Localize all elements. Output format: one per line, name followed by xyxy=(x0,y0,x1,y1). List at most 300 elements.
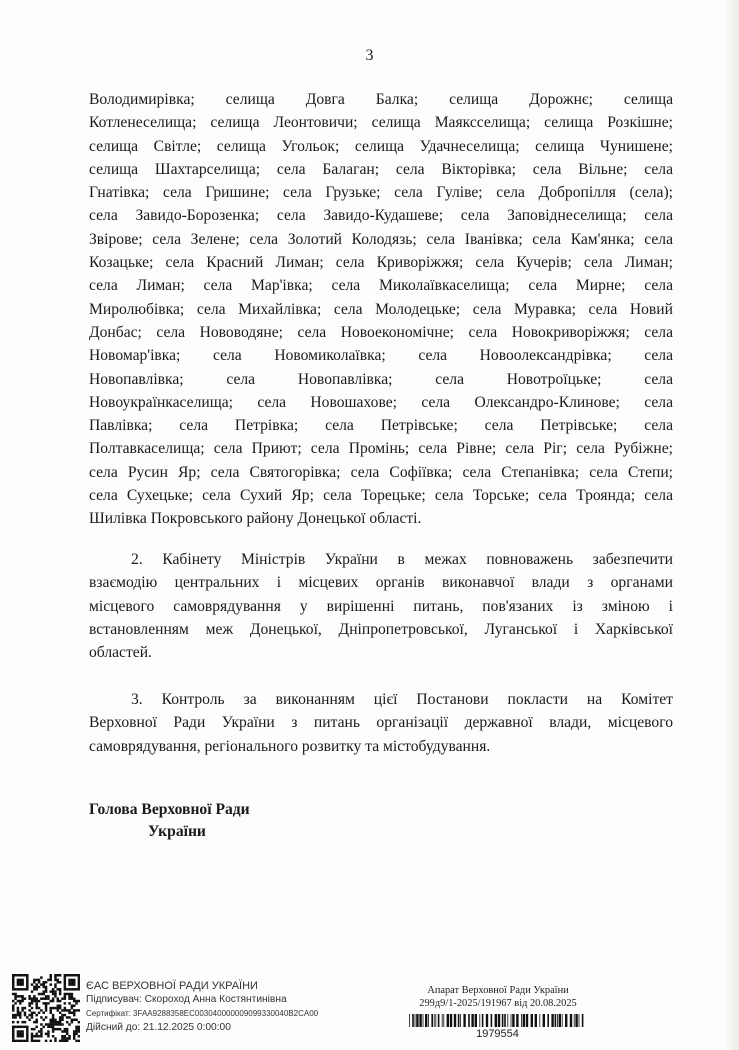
qr-module xyxy=(71,1012,73,1014)
qr-module xyxy=(50,1019,52,1021)
barcode-bar xyxy=(559,1014,561,1027)
qr-module xyxy=(59,1028,61,1030)
qr-module xyxy=(59,1004,61,1006)
qr-module xyxy=(21,1009,23,1011)
qr-module xyxy=(78,986,80,988)
qr-module xyxy=(21,1007,23,1009)
qr-module xyxy=(12,988,14,990)
qr-module xyxy=(45,1023,47,1025)
barcode-bar xyxy=(434,1014,435,1027)
qr-module xyxy=(47,997,49,999)
qr-module xyxy=(19,1033,21,1035)
qr-module xyxy=(28,995,30,997)
qr-module xyxy=(61,1040,63,1042)
qr-module xyxy=(19,974,21,976)
qr-module xyxy=(35,986,37,988)
qr-module xyxy=(35,1004,37,1006)
barcode-bar xyxy=(562,1014,563,1027)
signature-title-line1: Голова Верховної Ради xyxy=(89,801,250,818)
qr-module xyxy=(26,1026,28,1028)
qr-module xyxy=(12,1030,14,1032)
barcode-bar xyxy=(539,1014,540,1027)
qr-module xyxy=(24,997,26,999)
qr-module xyxy=(54,990,56,992)
qr-module xyxy=(21,1030,23,1032)
qr-module xyxy=(21,1033,23,1035)
qr-module xyxy=(47,995,49,997)
qr-module xyxy=(19,1040,21,1042)
qr-module xyxy=(71,997,73,999)
qr-module xyxy=(21,1021,23,1023)
qr-module xyxy=(71,1007,73,1009)
signature-title-line2: України xyxy=(148,823,206,840)
barcode-bar xyxy=(495,1014,497,1027)
qr-module xyxy=(52,990,54,992)
qr-module xyxy=(42,986,44,988)
barcode-number: 1979554 xyxy=(476,1028,519,1040)
text-line: Новомар'івка; села Новомиколаївка; села Новоолександрівка; села xyxy=(89,347,673,365)
qr-module xyxy=(12,1033,14,1035)
qr-module xyxy=(40,1023,42,1025)
qr-module xyxy=(21,981,23,983)
text-line: самоврядування, регіонального розвитку та містобудування. xyxy=(89,737,491,755)
qr-module xyxy=(52,1021,54,1023)
qr-module xyxy=(75,988,77,990)
qr-module xyxy=(73,1030,75,1032)
qr-module xyxy=(61,1009,63,1011)
qr-module xyxy=(45,1007,47,1009)
qr-module xyxy=(50,1007,52,1009)
qr-module xyxy=(59,1012,61,1014)
qr-module xyxy=(38,986,40,988)
qr-module xyxy=(31,1028,33,1030)
qr-module xyxy=(17,983,19,985)
qr-module xyxy=(19,1016,21,1018)
qr-module xyxy=(19,1012,21,1014)
qr-module xyxy=(45,1004,47,1006)
barcode-bar xyxy=(531,1014,533,1027)
qr-module xyxy=(21,997,23,999)
qr-module xyxy=(54,976,56,978)
text-line: Новопавлівка; села Новопавлівка; села Новотроїцьке; села xyxy=(89,370,673,388)
qr-module xyxy=(75,1026,77,1028)
qr-module xyxy=(71,988,73,990)
qr-module xyxy=(45,990,47,992)
text-line: Полтавкаселища; села Приют; села Промінь; села Рівне; села Ріг; села Рубіжне; xyxy=(89,440,673,458)
qr-module xyxy=(31,1016,33,1018)
qr-module xyxy=(64,1037,66,1039)
qr-module xyxy=(78,981,80,983)
qr-module xyxy=(57,1004,59,1006)
text-line: Новоукраїнкаселища; села Новошахове; села Олександро-Клинове; села xyxy=(89,393,673,411)
barcode-bar xyxy=(557,1014,558,1027)
barcode-bar xyxy=(447,1014,449,1027)
qr-module xyxy=(26,979,28,981)
barcode-bar xyxy=(512,1014,514,1027)
qr-module xyxy=(19,988,21,990)
barcode-bar xyxy=(504,1014,506,1027)
qr-module xyxy=(19,983,21,985)
qr-module xyxy=(52,1000,54,1002)
qr-module xyxy=(71,981,73,983)
qr-module xyxy=(73,1033,75,1035)
qr-module xyxy=(64,986,66,988)
qr-module xyxy=(26,981,28,983)
qr-module xyxy=(26,1040,28,1042)
barcode-bar xyxy=(438,1014,440,1027)
qr-module xyxy=(14,993,16,995)
qr-module xyxy=(66,993,68,995)
qr-module xyxy=(19,1035,21,1037)
qr-module xyxy=(59,988,61,990)
qr-module xyxy=(31,1012,33,1014)
qr-module xyxy=(31,997,33,999)
qr-module xyxy=(75,1033,77,1035)
qr-module xyxy=(24,1014,26,1016)
qr-module xyxy=(47,1023,49,1025)
text-line: селища Світле; селища Угольок; селища Удачнеселища; селища Чунишене; xyxy=(89,137,673,155)
qr-module xyxy=(21,983,23,985)
qr-module xyxy=(73,979,75,981)
qr-module xyxy=(50,1040,52,1042)
qr-module xyxy=(78,1035,80,1037)
qr-module xyxy=(26,983,28,985)
qr-module xyxy=(26,976,28,978)
qr-module xyxy=(12,983,14,985)
qr-module xyxy=(57,974,59,976)
qr-module xyxy=(21,1026,23,1028)
qr-module xyxy=(33,995,35,997)
qr-module xyxy=(33,1040,35,1042)
qr-module xyxy=(14,1026,16,1028)
qr-module xyxy=(26,1028,28,1030)
qr-module xyxy=(17,1009,19,1011)
qr-module xyxy=(52,1016,54,1018)
qr-module xyxy=(42,981,44,983)
qr-module xyxy=(66,1021,68,1023)
qr-module xyxy=(45,1002,47,1004)
qr-module xyxy=(57,981,59,983)
qr-module xyxy=(12,1026,14,1028)
qr-module xyxy=(64,995,66,997)
qr-module xyxy=(57,979,59,981)
qr-module xyxy=(35,1014,37,1016)
barcode-bar xyxy=(579,1014,580,1027)
qr-module xyxy=(19,1000,21,1002)
qr-module xyxy=(45,997,47,999)
barcode-bar xyxy=(431,1014,433,1027)
qr-module xyxy=(61,1037,63,1039)
qr-module xyxy=(17,1014,19,1016)
qr-module xyxy=(64,974,66,976)
text-line: Шилівка Покровського району Донецької області. xyxy=(89,510,422,528)
qr-module xyxy=(57,1028,59,1030)
qr-module xyxy=(21,988,23,990)
qr-module xyxy=(50,983,52,985)
qr-module xyxy=(52,1035,54,1037)
qr-module xyxy=(35,1007,37,1009)
qr-module xyxy=(75,1009,77,1011)
qr-module xyxy=(45,986,47,988)
qr-module xyxy=(66,1037,68,1039)
qr-module xyxy=(59,1040,61,1042)
text-line: встановленням меж Донецької, Дніпропетровської, Луганської і Харківської xyxy=(89,620,673,638)
barcode-bar xyxy=(521,1014,522,1027)
qr-module xyxy=(42,1012,44,1014)
esig-certificate: Сертифікат: 3FAA9288358EC003040000009099330040B2CA00 xyxy=(86,1009,319,1018)
qr-module xyxy=(68,983,70,985)
qr-module xyxy=(66,1016,68,1018)
text-line: Котленеселища; селища Леонтовичи; селища Маяксселища; селища Розкішне; xyxy=(89,114,673,132)
qr-module xyxy=(78,1026,80,1028)
qr-module xyxy=(45,1009,47,1011)
qr-module xyxy=(33,1028,35,1030)
qr-module xyxy=(73,988,75,990)
qr-module xyxy=(14,988,16,990)
qr-module xyxy=(17,988,19,990)
qr-module xyxy=(71,1004,73,1006)
barcode-bar xyxy=(479,1014,480,1027)
qr-module xyxy=(64,976,66,978)
qr-module xyxy=(42,1019,44,1021)
text-line: села Лиман; села Мар'івка; села Миколаївкаселища; села Мирне; села xyxy=(89,277,673,295)
qr-module xyxy=(78,1000,80,1002)
qr-module xyxy=(73,1014,75,1016)
qr-module xyxy=(59,990,61,992)
qr-module xyxy=(61,1035,63,1037)
qr-module xyxy=(68,1023,70,1025)
qr-module xyxy=(21,1035,23,1037)
barcode-bar xyxy=(412,1014,414,1027)
qr-module xyxy=(12,1004,14,1006)
qr-module xyxy=(52,1030,54,1032)
qr-module xyxy=(35,1021,37,1023)
barcode-bar xyxy=(526,1014,528,1027)
page-number: 3 xyxy=(365,47,374,64)
qr-module xyxy=(47,1035,49,1037)
qr-module xyxy=(17,1035,19,1037)
qr-module xyxy=(24,1012,26,1014)
paragraph-cabinet-instruction xyxy=(89,548,673,664)
text-line: Верховної Ради України з питань організації державної влади, місцевого xyxy=(89,714,673,732)
qr-module xyxy=(59,1023,61,1025)
qr-module xyxy=(26,986,28,988)
qr-module xyxy=(38,1030,40,1032)
qr-module xyxy=(64,1028,66,1030)
qr-module xyxy=(17,1000,19,1002)
barcode-bar xyxy=(575,1014,577,1027)
qr-module xyxy=(57,1009,59,1011)
qr-module xyxy=(28,1019,30,1021)
qr-module xyxy=(68,993,70,995)
qr-module xyxy=(17,979,19,981)
esig-system: ЄАС ВЕРХОВНОЇ РАДИ УКРАЇНИ xyxy=(86,980,258,992)
qr-module xyxy=(42,983,44,985)
qr-module xyxy=(38,981,40,983)
qr-module xyxy=(78,974,80,976)
text-line: Донбас; села Нововодяне; села Новоекономічне; села Новокриворіжжя; села xyxy=(89,323,673,341)
qr-module xyxy=(66,1028,68,1030)
qr-module xyxy=(78,1030,80,1032)
qr-module xyxy=(66,988,68,990)
text-line: Миролюбівка; села Михайлівка; села Молодецьке; села Муравка; села Новий xyxy=(89,300,673,318)
qr-module xyxy=(21,974,23,976)
barcode-bar xyxy=(565,1014,567,1027)
qr-module xyxy=(38,1000,40,1002)
text-line: Козацьке; села Красний Лиман; села Криворіжжя; села Кучерів; села Лиман; xyxy=(89,254,673,272)
qr-module xyxy=(21,995,23,997)
registry-stamp xyxy=(403,984,593,1010)
qr-module xyxy=(28,1004,30,1006)
barcode-bar xyxy=(454,1014,456,1027)
scan-edge-shadow xyxy=(725,0,739,1050)
qr-module xyxy=(64,979,66,981)
qr-module xyxy=(50,990,52,992)
qr-module xyxy=(12,981,14,983)
qr-module xyxy=(47,1033,49,1035)
qr-module xyxy=(38,993,40,995)
qr-module xyxy=(73,1009,75,1011)
qr-module xyxy=(68,974,70,976)
qr-module xyxy=(42,990,44,992)
qr-module xyxy=(59,981,61,983)
qr-module xyxy=(71,993,73,995)
qr-module xyxy=(57,997,59,999)
barcode-bar xyxy=(471,1014,473,1027)
qr-module xyxy=(54,974,56,976)
qr-module xyxy=(73,1004,75,1006)
qr-module xyxy=(64,981,66,983)
text-line: місцевого самоврядування у вирішенні питань, пов'язаних із зміною і xyxy=(89,597,673,615)
qr-module xyxy=(50,1021,52,1023)
qr-module xyxy=(52,1007,54,1009)
qr-module xyxy=(38,1012,40,1014)
qr-module xyxy=(75,1019,77,1021)
qr-module xyxy=(31,1000,33,1002)
qr-module xyxy=(42,1026,44,1028)
qr-module xyxy=(73,1000,75,1002)
qr-module xyxy=(57,1000,59,1002)
qr-module xyxy=(26,1016,28,1018)
qr-module xyxy=(64,1007,66,1009)
qr-module xyxy=(31,1002,33,1004)
qr-module xyxy=(38,979,40,981)
qr-module xyxy=(17,995,19,997)
qr-module xyxy=(17,1021,19,1023)
text-line: села Завидо-Борозенка; села Завидо-Кудашеве; села Заповіднеселища; села xyxy=(89,207,673,225)
qr-module xyxy=(35,997,37,999)
esig-valid-until: Дійсний до: 21.12.2025 0:00:00 xyxy=(86,1022,231,1033)
barcode-bar xyxy=(428,1014,429,1027)
qr-module xyxy=(12,979,14,981)
qr-module xyxy=(68,1002,70,1004)
qr-module xyxy=(64,1035,66,1037)
barcode-bar xyxy=(574,1014,575,1027)
qr-module xyxy=(73,981,75,983)
barcode-bar xyxy=(486,1014,488,1027)
qr-module xyxy=(21,979,23,981)
qr-module xyxy=(68,981,70,983)
qr-module xyxy=(47,1030,49,1032)
barcode-bar xyxy=(450,1014,452,1027)
qr-module xyxy=(12,1040,14,1042)
signature-block xyxy=(89,799,250,843)
qr-module xyxy=(24,1007,26,1009)
qr-module xyxy=(66,974,68,976)
qr-module xyxy=(50,976,52,978)
qr-module xyxy=(14,1014,16,1016)
qr-module xyxy=(12,1007,14,1009)
qr-module xyxy=(78,1021,80,1023)
qr-module xyxy=(19,1002,21,1004)
qr-module xyxy=(45,1040,47,1042)
qr-module xyxy=(26,1030,28,1032)
qr-module xyxy=(19,981,21,983)
qr-module xyxy=(12,1035,14,1037)
barcode-bar xyxy=(582,1014,584,1027)
qr-module xyxy=(38,1035,40,1037)
barcode-bar xyxy=(468,1014,470,1027)
barcode-bar xyxy=(460,1014,461,1027)
qr-module xyxy=(47,1026,49,1028)
qr-module xyxy=(75,1028,77,1030)
qr-module xyxy=(68,995,70,997)
qr-module xyxy=(68,1009,70,1011)
qr-module xyxy=(64,1009,66,1011)
qr-module xyxy=(33,1021,35,1023)
qr-module xyxy=(50,1009,52,1011)
qr-module xyxy=(61,1019,63,1021)
qr-module xyxy=(59,974,61,976)
qr-module xyxy=(73,1019,75,1021)
qr-module xyxy=(33,1035,35,1037)
qr-module xyxy=(14,997,16,999)
qr-module xyxy=(54,1007,56,1009)
barcode-bar xyxy=(409,1014,410,1027)
qr-module xyxy=(17,1033,19,1035)
qr-module xyxy=(47,1002,49,1004)
qr-module xyxy=(12,976,14,978)
qr-module xyxy=(31,1014,33,1016)
qr-module xyxy=(35,1019,37,1021)
qr-module xyxy=(24,988,26,990)
qr-module xyxy=(40,997,42,999)
qr-module xyxy=(78,976,80,978)
qr-module xyxy=(24,974,26,976)
qr-module xyxy=(24,1026,26,1028)
qr-module xyxy=(66,1040,68,1042)
qr-module xyxy=(40,993,42,995)
qr-module xyxy=(68,997,70,999)
qr-module xyxy=(17,974,19,976)
qr-module xyxy=(35,1035,37,1037)
qr-module xyxy=(33,1000,35,1002)
text-line: взаємодію центральних і місцевих органів виконавчої влади з органами xyxy=(89,574,673,592)
barcode-bar xyxy=(555,1014,557,1027)
qr-module xyxy=(64,1030,66,1032)
qr-module xyxy=(12,974,14,976)
qr-module xyxy=(26,974,28,976)
qr-module xyxy=(73,997,75,999)
qr-module xyxy=(35,1040,37,1042)
qr-module xyxy=(31,1033,33,1035)
barcode-bar xyxy=(463,1014,465,1027)
qr-module xyxy=(54,986,56,988)
qr-module xyxy=(61,1014,63,1016)
text-line: Звірове; села Зелене; села Золотий Колодязь; села Іванівка; села Кам'янка; села xyxy=(89,230,673,248)
qr-module xyxy=(40,1030,42,1032)
qr-module xyxy=(57,1021,59,1023)
